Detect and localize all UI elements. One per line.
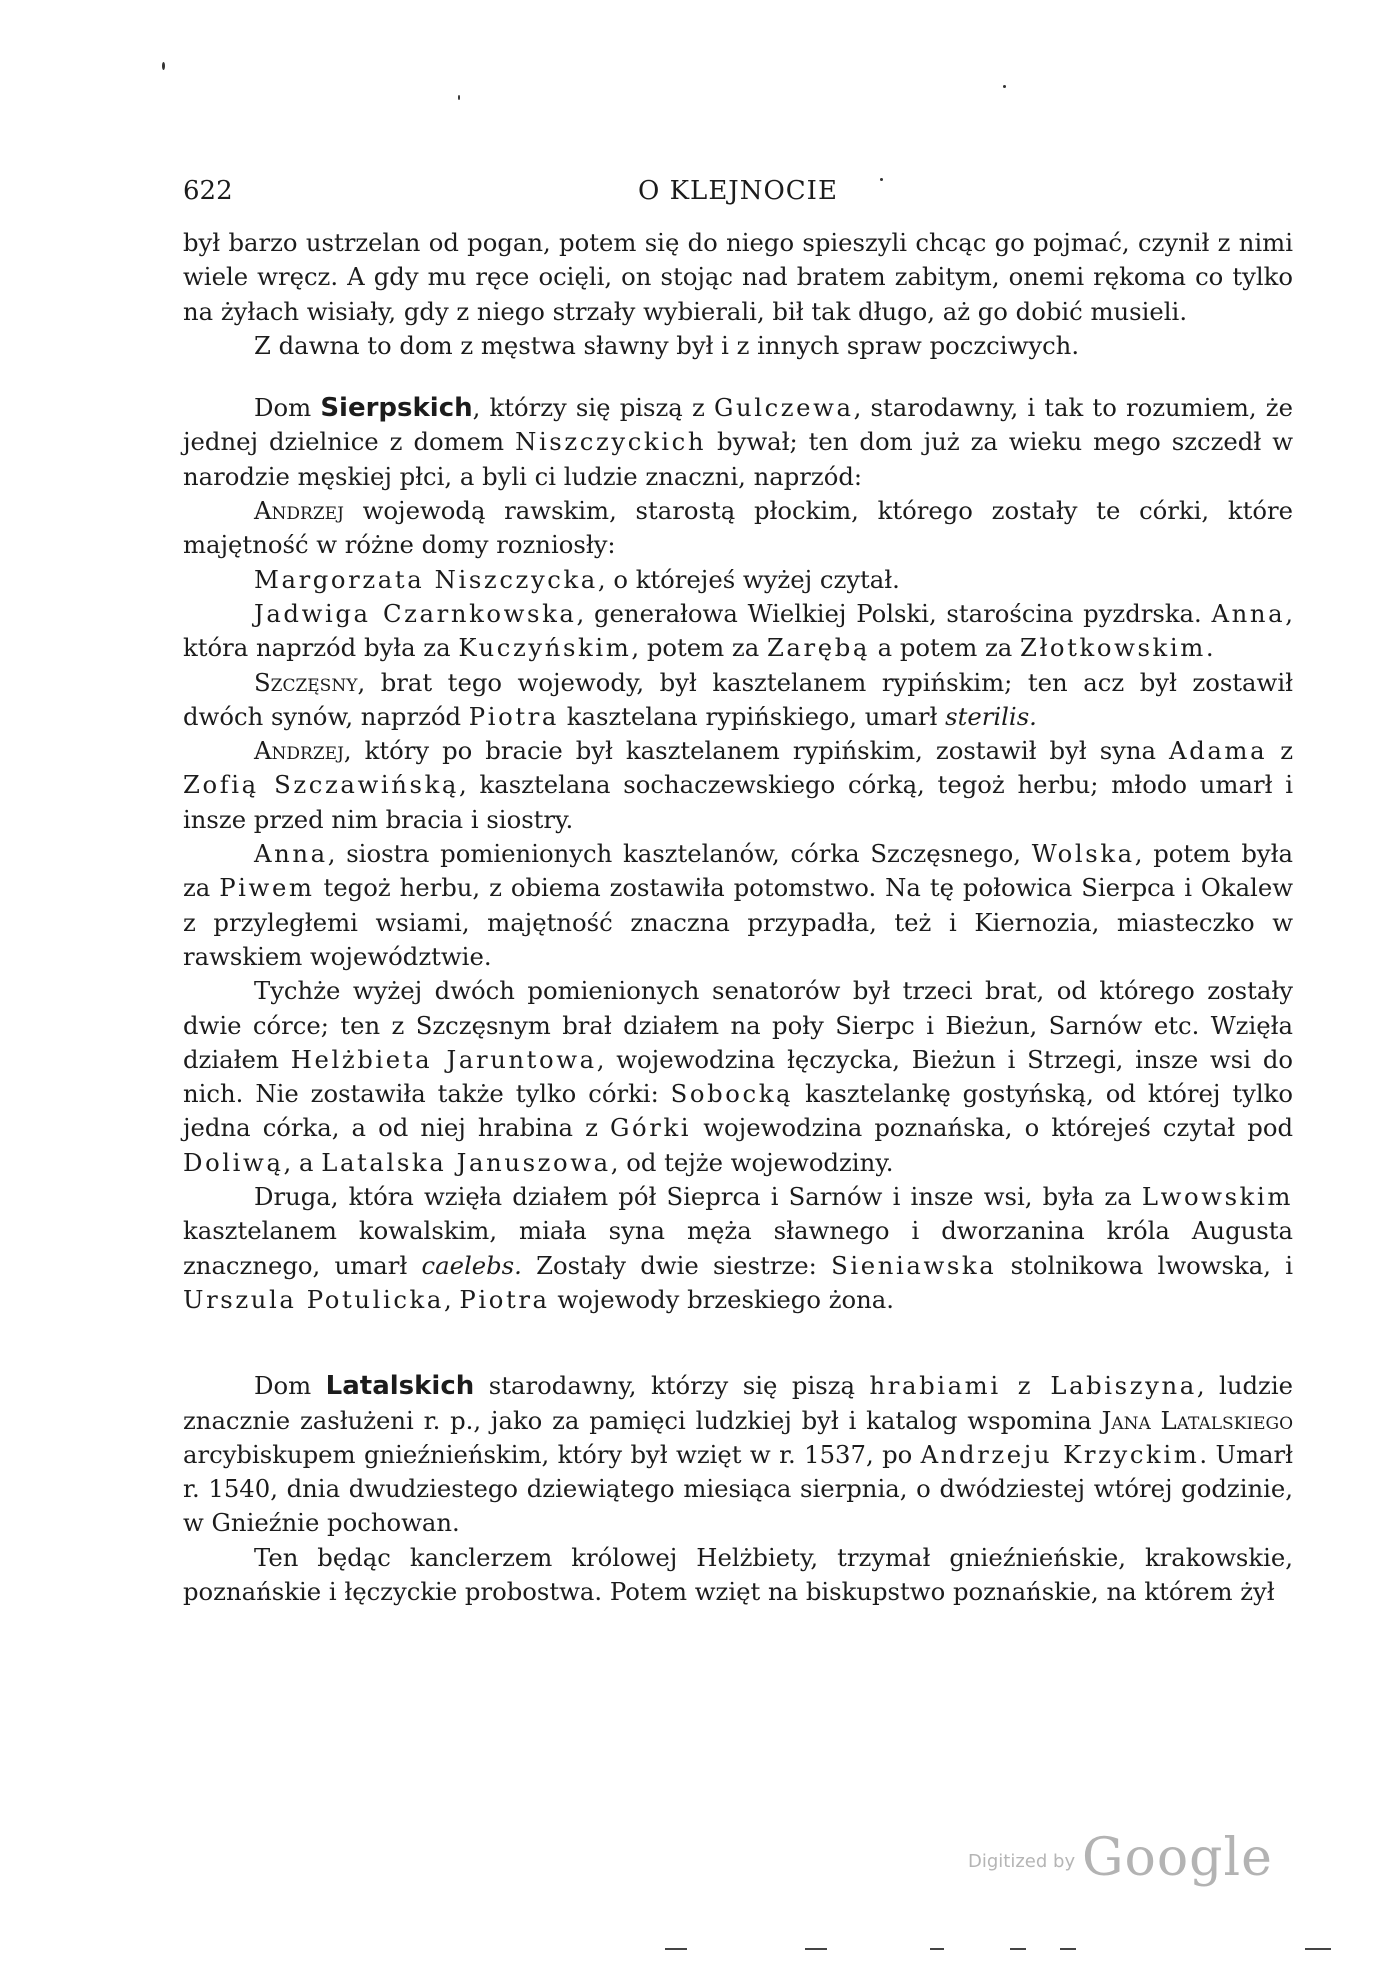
emphasis-sp: Niszczyckich bbox=[515, 427, 707, 457]
emphasis-sp: Wolska bbox=[1031, 839, 1135, 869]
text-run: , którzy się piszą z bbox=[472, 393, 714, 423]
text-run: Z dawna to dom z męstwa sławny był i z innych spraw poczciwych. bbox=[254, 330, 1080, 360]
scan-speck bbox=[458, 95, 460, 100]
emphasis-sp: Zarębą bbox=[766, 633, 870, 663]
paragraph-p5 bbox=[183, 563, 1293, 597]
family-heading: Sierpskich bbox=[320, 393, 473, 424]
text-run: Zostały dwie siestrze: bbox=[521, 1250, 832, 1280]
emphasis-sp: Margorzata Niszczycka bbox=[254, 564, 598, 594]
text-run: bywał; ten dom już za wieku mego szczedł w narodzie męskiej płci, a byli ci ludzie znaczni, naprzód: bbox=[183, 427, 1294, 491]
paragraph-p3 bbox=[183, 391, 1293, 494]
emphasis-sp: Piotra bbox=[459, 1284, 550, 1314]
text-run: starodawny, którzy się piszą bbox=[474, 1371, 870, 1401]
scan-artefact bbox=[1010, 1948, 1026, 1950]
paragraph-p1 bbox=[183, 226, 1293, 329]
emphasis-sp: Sobocką bbox=[670, 1079, 794, 1109]
scan-artefact bbox=[805, 1948, 827, 1950]
emphasis-em: caelebs. bbox=[421, 1250, 522, 1280]
text-run: Dom bbox=[254, 393, 321, 423]
paragraph-p6 bbox=[183, 597, 1293, 666]
emphasis-sp: Andrzeju Krzyckim bbox=[920, 1439, 1200, 1469]
text-run: . Umarł r. 1540, dnia dwudziestego dziewiątego miesiąca sierpnia, o dwódziestej wtórej godzinie, w Gnieźnie pochowan. bbox=[183, 1439, 1293, 1538]
page-header bbox=[183, 176, 1293, 216]
page-number: 622 bbox=[183, 176, 233, 206]
emphasis-sp: Piotra bbox=[468, 701, 560, 731]
text-run: , wojewodzina łęczycka, Bieżun i Strzegi, insze wsi do nich. Nie zostawiła także tylko córki: bbox=[183, 1044, 1293, 1109]
paragraph-p12 bbox=[183, 1369, 1293, 1540]
text-run: . bbox=[1205, 633, 1214, 663]
emphasis-sc: Szczęsny bbox=[254, 667, 358, 697]
body-text bbox=[183, 226, 1293, 1609]
emphasis-sp: hrabiami z Labiszyna bbox=[869, 1371, 1197, 1401]
text-run: wojewody brzeskiego żona. bbox=[549, 1284, 894, 1314]
emphasis-sp: Urszula Potulicka bbox=[183, 1284, 444, 1314]
text-run: arcybiskupem gnieźnieńskim, który był wzięt w r. 1537, po bbox=[183, 1439, 921, 1469]
emphasis-sp: Piwem bbox=[219, 873, 315, 903]
text-run: , ludzie znacznie zasłużeni r. p., jako za pamięci ludzkiej był i katalog wspomina bbox=[183, 1371, 1293, 1435]
text-run: wojewodzina poznańska, o którejeś czytał pod bbox=[691, 1113, 1294, 1143]
digitized-by-google-watermark bbox=[968, 1828, 1273, 1888]
emphasis-sp: Doliwą bbox=[183, 1147, 284, 1177]
scan-artefact bbox=[665, 1948, 687, 1950]
scan-speck bbox=[1003, 85, 1006, 88]
text-run: , który po bracie był kasztelanem rypińskim, zostawił był syna bbox=[343, 736, 1170, 766]
family-heading: Latalskich bbox=[325, 1371, 475, 1402]
emphasis-sc: Jana Latalskiego bbox=[1101, 1405, 1294, 1435]
emphasis-sp: Anna bbox=[254, 839, 328, 869]
emphasis-sp: Górki bbox=[610, 1113, 692, 1143]
text-run: wojewodą rawskim, starostą płockim, którego zostały te córki, które majętność w różne domy rozniosły: bbox=[183, 496, 1293, 560]
paragraph-p7 bbox=[183, 666, 1293, 735]
emphasis-sp: Helżbieta Jaruntowa bbox=[290, 1044, 597, 1074]
paragraph-p4 bbox=[183, 494, 1293, 563]
scan-speck bbox=[162, 62, 165, 70]
text-run: , bbox=[443, 1284, 460, 1314]
text-run: , kasztelana sochaczewskiego córką, tegoż herbu; młodo umarł i insze przed nim bracia i siostry. bbox=[183, 770, 1293, 834]
text-run: , starodawny, i tak to rozumiem, że jednej dzielnice z domem bbox=[183, 393, 1293, 457]
paragraph-p8 bbox=[183, 734, 1293, 837]
emphasis-sp: Kuczyńskim bbox=[458, 633, 632, 663]
emphasis-sc: Andrzej bbox=[254, 496, 344, 526]
scan-artefact bbox=[930, 1948, 944, 1950]
text-run: a potem za bbox=[869, 633, 1020, 663]
text-run: , potem za bbox=[631, 633, 767, 663]
running-title: O KLEJNOCIE bbox=[638, 176, 838, 206]
text-run: Dom bbox=[254, 1371, 326, 1401]
text-run: , brat tego wojewody, był kasztelanem rypińskim; ten acz był zostawił dwóch synów, naprzód bbox=[183, 667, 1293, 731]
emphasis-sc: Andrzej bbox=[254, 736, 344, 766]
emphasis-sp: Zofią Szczawińską bbox=[183, 770, 459, 800]
digitized-by-label: Digitized by bbox=[968, 1851, 1076, 1872]
emphasis-sp: Sieniawska bbox=[831, 1250, 997, 1280]
text-run: kasztelana rypińskiego, umarł bbox=[559, 701, 946, 731]
text-run: Ten będąc kanclerzem królowej Helżbiety, trzymał gnieźnieńskie, krakowskie, poznańskie i łęczyckie probostwa. Potem wzięt na biskupstwo poznańskie, na którem żył bbox=[183, 1542, 1293, 1606]
text-run: , potem była za bbox=[183, 839, 1293, 903]
text-run: kasztelankę gostyńską, od której tylko jedna córka, a od niej hrabina z bbox=[183, 1079, 1293, 1143]
text-run: , siostra pomienionych kasztelanów, córka Szczęsnego, bbox=[327, 839, 1032, 869]
text-run: z bbox=[1267, 736, 1293, 766]
paragraph-p9 bbox=[183, 837, 1293, 974]
paragraph-p2 bbox=[183, 329, 1293, 363]
paragraph-p11 bbox=[183, 1180, 1293, 1317]
text-run: Druga, która wzięła działem pół Sieprca i Sarnów i insze wsi, była za bbox=[254, 1182, 1142, 1212]
text-run: , która naprzód była za bbox=[183, 598, 1293, 663]
emphasis-sp: Adama bbox=[1169, 736, 1268, 766]
text-run: kasztelanem kowalskim, miała syna męża sławnego i dworzanina króla Augusta znacznego, umarł bbox=[183, 1216, 1293, 1280]
text-run: Tychże wyżej dwóch pomienionych senatorów był trzeci brat, od którego zostały dwie córce; ten z Szczęsnym brał działem na poły Sierpc i Bieżun, Sarnów etc. Wzięła działem bbox=[183, 976, 1293, 1074]
text-run: był barzo ustrzelan od pogan, potem się do niego spieszyli chcąc go pojmać, czynił z nimi wiele wręcz. A gdy mu ręce ocięli, on stojąc nad bratem zabitym, onemi rękoma co tylko na żyłach wisiały, gdy z niego strzały wybierali, bił tak długo, aż go dobić musieli. bbox=[183, 228, 1293, 326]
emphasis-sp: Latalska Januszowa bbox=[321, 1147, 611, 1177]
paragraph-p13 bbox=[183, 1541, 1293, 1610]
scan-artefact bbox=[1305, 1948, 1331, 1950]
scan-speck bbox=[880, 178, 883, 181]
text-run: , o którejeś wyżej czytał. bbox=[597, 564, 900, 594]
google-logo: Google bbox=[1082, 1828, 1273, 1888]
paragraph-p10 bbox=[183, 974, 1293, 1180]
emphasis-sp: Lwowskim bbox=[1141, 1182, 1293, 1212]
emphasis-sp: Anna bbox=[1211, 598, 1286, 628]
text-run: , generałowa Wielkiej Polski, starościna pyzdrska. bbox=[576, 598, 1212, 628]
emphasis-sp: Złotkowskim bbox=[1019, 633, 1206, 663]
text-run: , a bbox=[283, 1147, 322, 1177]
text-run: stolnikowa lwowska, i bbox=[996, 1250, 1293, 1280]
emphasis-sp: Gulczewa bbox=[713, 393, 854, 423]
scan-artefact bbox=[1060, 1948, 1076, 1950]
emphasis-sp: Jadwiga Czarnkowska bbox=[254, 598, 577, 628]
text-run: tegoż herbu, z obiema zostawiła potomstwo. Na tę połowica Sierpca i Okalew z przyległemi wsiami, majętność znaczna przypadła, też i Kiernozia, miasteczko w rawskiem województwie. bbox=[183, 873, 1293, 971]
text-run: , od tejże wojewodziny. bbox=[610, 1147, 894, 1177]
emphasis-em: sterilis. bbox=[945, 701, 1037, 731]
